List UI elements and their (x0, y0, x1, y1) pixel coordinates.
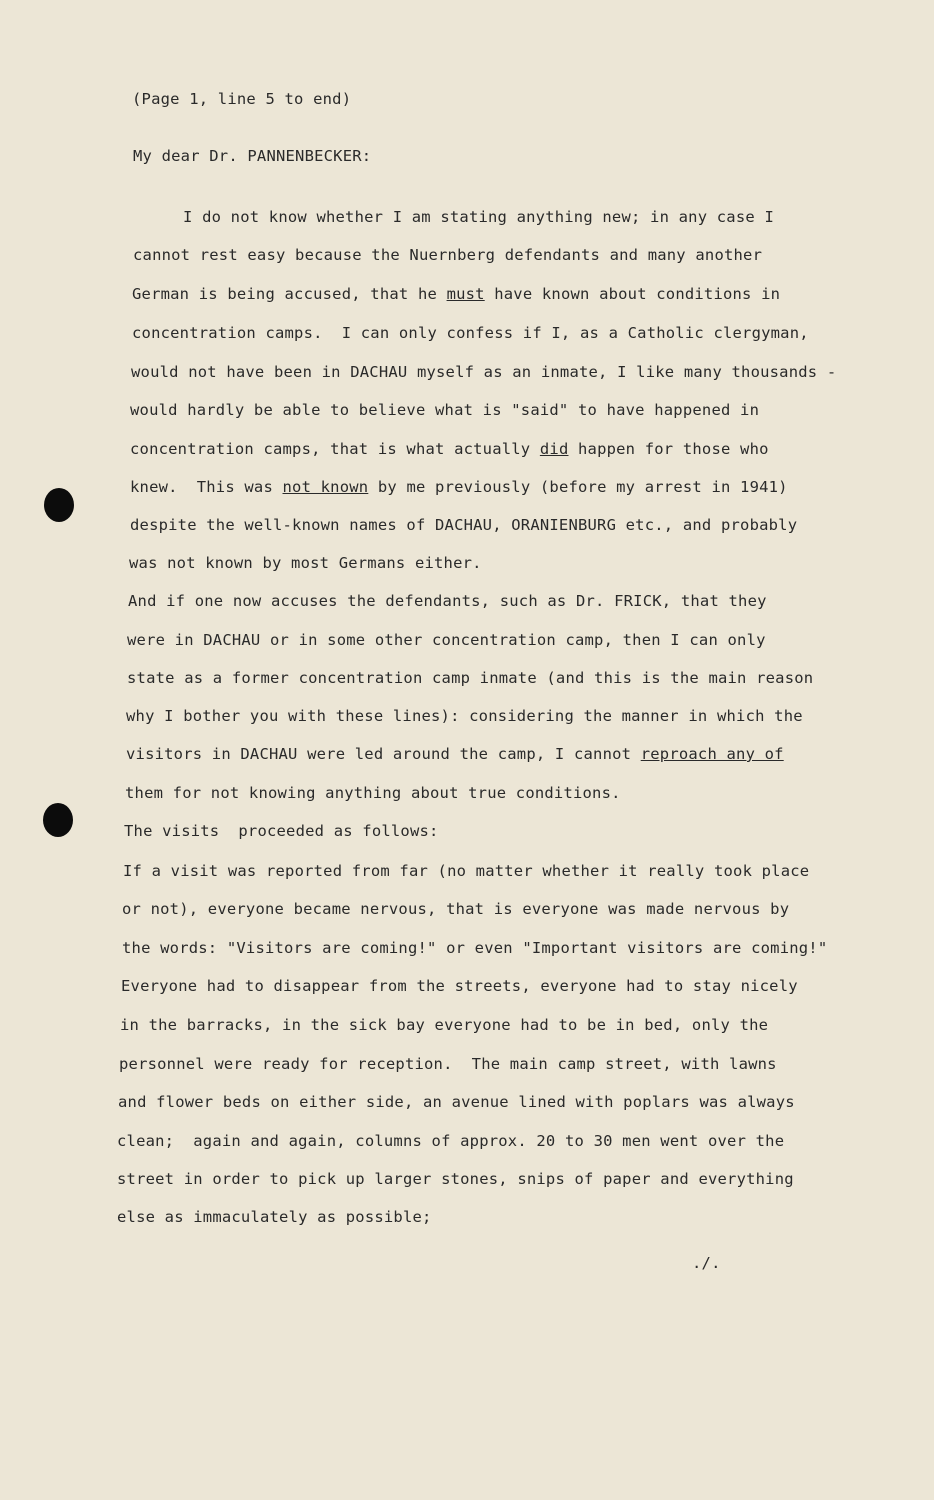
text-segment: concentration camps. I can only confess if I, as a Catholic clergyman, (132, 324, 809, 342)
continuation-mark: ./. (692, 1254, 721, 1272)
text-line (126, 707, 803, 725)
text-segment: them for not knowing anything about true conditions. (125, 784, 621, 802)
text-segment: or not), everyone became nervous, that is everyone was made nervous by (122, 900, 790, 918)
underlined-text: reproach any of (640, 745, 784, 763)
text-line (124, 822, 439, 840)
text-segment: visitors in DACHAU were led around the camp, I cannot (126, 745, 641, 763)
text-line (119, 1055, 777, 1073)
text-line (130, 401, 759, 419)
text-segment: cannot rest easy because the Nuernberg defendants and many another (133, 246, 763, 264)
text-line (122, 900, 789, 918)
text-segment: state as a former concentration camp inmate (and this is the main reason (127, 669, 814, 687)
text-segment: The visits proceeded as follows: (124, 822, 439, 840)
punch-hole-upper (44, 488, 74, 522)
text-line (132, 285, 780, 303)
text-line (120, 1016, 768, 1034)
text-line (183, 208, 774, 226)
text-segment: personnel were ready for reception. The main camp street, with lawns (119, 1055, 777, 1073)
underlined-text: must (446, 285, 485, 303)
text-line (133, 246, 762, 264)
text-segment: And if one now accuses the defendants, such as Dr. FRICK, that they (128, 592, 767, 610)
text-segment: happen for those who (568, 440, 769, 458)
text-line (117, 1132, 784, 1150)
text-segment: and flower beds on either side, an avenue lined with poplars was always (118, 1093, 795, 1111)
text-line (127, 631, 766, 649)
text-line (126, 745, 784, 763)
text-segment: Everyone had to disappear from the streets, everyone had to stay nicely (121, 977, 798, 995)
page-header: (Page 1, line 5 to end) (132, 90, 352, 108)
text-segment: I do not know whether I am stating anything new; in any case I (183, 208, 774, 226)
text-segment: by me previously (before my arrest in 1941) (368, 478, 788, 496)
text-line (122, 939, 827, 957)
text-segment: street in order to pick up larger stones, snips of paper and everything (117, 1170, 794, 1188)
text-segment: in the barracks, in the sick bay everyone had to be in bed, only the (120, 1016, 769, 1034)
underlined-text: not known (282, 478, 369, 496)
text-segment: why I bother you with these lines): considering the manner in which the (126, 707, 803, 725)
text-line (127, 669, 813, 687)
text-segment: German is being accused, that he (132, 285, 447, 303)
text-segment: despite the well-known names of DACHAU, ORANIENBURG etc., and probably (130, 516, 798, 534)
text-line (130, 516, 797, 534)
text-segment: would not have been in DACHAU myself as an inmate, I like many thousands - (131, 363, 837, 381)
text-line (117, 1170, 794, 1188)
text-line (123, 862, 809, 880)
underlined-text: did (539, 440, 569, 458)
text-segment: knew. This was (130, 478, 283, 496)
text-line (132, 324, 809, 342)
text-line (118, 1093, 795, 1111)
text-segment: concentration camps, that is what actually (130, 440, 540, 458)
text-line (131, 363, 836, 381)
text-line (121, 977, 798, 995)
text-segment: else as immaculately as possible; (117, 1208, 432, 1226)
text-line (125, 784, 621, 802)
text-segment: were in DACHAU or in some other concentration camp, then I can only (127, 631, 766, 649)
punch-hole-lower (43, 803, 73, 837)
text-segment: If a visit was reported from far (no matter whether it really took place (123, 862, 810, 880)
text-line (117, 1208, 432, 1226)
text-segment: have known about conditions in (484, 285, 781, 303)
text-line (130, 440, 769, 458)
text-line (130, 478, 788, 496)
text-line (128, 592, 767, 610)
text-segment: would hardly be able to believe what is "said" to have happened in (130, 401, 760, 419)
text-segment: clean; again and again, columns of approx. 20 to 30 men went over the (117, 1132, 785, 1150)
text-line (129, 554, 482, 572)
text-segment: was not known by most Germans either. (129, 554, 482, 572)
salutation: My dear Dr. PANNENBECKER: (133, 147, 372, 165)
text-segment: the words: "Visitors are coming!" or even "Important visitors are coming!" (122, 939, 828, 957)
